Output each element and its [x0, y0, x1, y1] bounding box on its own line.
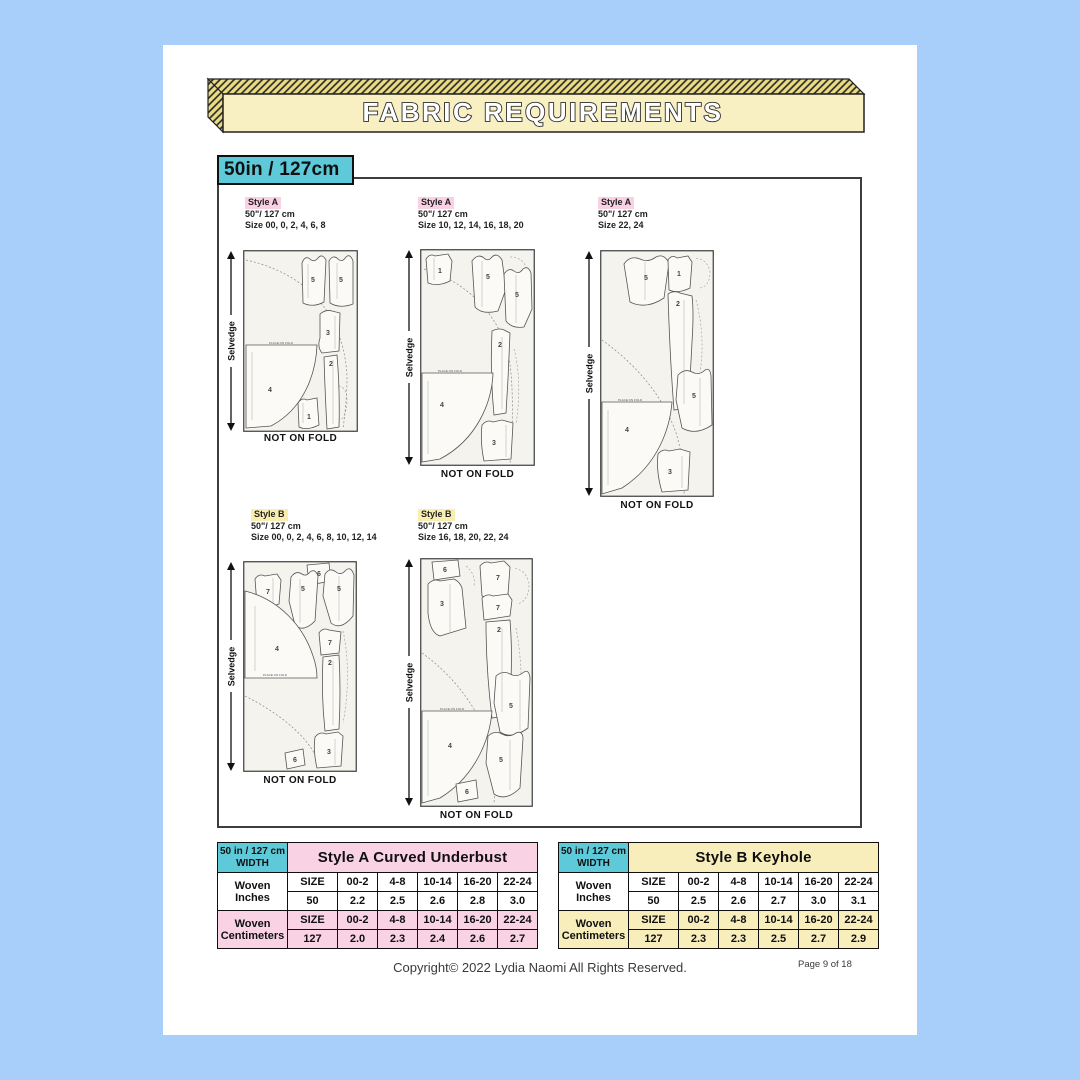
row-label-woven-centimeters: Woven Centimeters	[218, 911, 288, 949]
fabric-table-style-a	[217, 842, 538, 949]
cell: 00-2	[679, 873, 719, 892]
cell: 10-14	[418, 911, 458, 930]
not-on-fold-label: NOT ON FOLD	[439, 810, 514, 821]
arrow-down-icon	[227, 763, 235, 771]
cell: 4-8	[719, 911, 759, 930]
place-on-fold-label: PLACE ON FOLD	[439, 707, 465, 711]
svg-text:4: 4	[440, 402, 444, 409]
table-b-width-cell	[559, 843, 629, 873]
layout-4-style-label: Style B	[251, 509, 288, 521]
row-label-woven-centimeters: Woven Centimeters	[559, 911, 629, 949]
layout-4-header	[251, 509, 377, 544]
layout-3-selvedge-arrow	[582, 250, 596, 497]
layout-1-selvedge-arrow	[224, 250, 238, 432]
width-line-2: WIDTH	[236, 857, 269, 869]
layout-5-selvedge-arrow	[402, 558, 416, 807]
layout-4-sizes: Size 00, 0, 2, 4, 6, 8, 10, 12, 14	[251, 532, 377, 542]
layout-5-sizes: Size 16, 18, 20, 22, 24	[418, 532, 509, 542]
cell: 4-8	[719, 873, 759, 892]
table-row	[218, 911, 538, 930]
cell: 22-24	[498, 911, 538, 930]
svg-text:7: 7	[266, 589, 270, 596]
svg-text:5: 5	[339, 277, 343, 284]
cell: 2.4	[418, 930, 458, 949]
layout-1-width: 50"/ 127 cm	[245, 208, 295, 219]
layout-3-style-label: Style A	[598, 197, 634, 209]
cell: 2.7	[498, 930, 538, 949]
svg-text:5: 5	[486, 274, 490, 281]
banner-title: FABRIC REQUIREMENTS	[362, 97, 724, 127]
svg-text:4: 4	[448, 743, 452, 750]
layout-4-width: 50"/ 127 cm	[251, 520, 301, 531]
table-row	[218, 873, 538, 892]
selvedge-label: Selvedge	[584, 353, 595, 394]
cutting-layout-5	[420, 558, 533, 807]
svg-text:3: 3	[440, 601, 444, 608]
cell: 127	[629, 930, 679, 949]
cell: 2.7	[799, 930, 839, 949]
cell: SIZE	[629, 911, 679, 930]
table-b-header-row	[559, 843, 879, 873]
arrow-up-icon	[227, 251, 235, 259]
layout-5-width: 50"/ 127 cm	[418, 520, 468, 531]
svg-text:3: 3	[327, 749, 331, 756]
layout-4-selvedge-arrow	[224, 561, 238, 772]
layout-2-header	[418, 197, 524, 232]
table-row	[559, 911, 879, 930]
width-line-2: WIDTH	[577, 857, 610, 869]
cell: 127	[288, 930, 338, 949]
not-on-fold-label: NOT ON FOLD	[263, 775, 337, 786]
cell: 4-8	[378, 911, 418, 930]
cell: SIZE	[288, 873, 338, 892]
arrow-down-icon	[405, 798, 413, 806]
layout-1-sizes: Size 00, 0, 2, 4, 6, 8	[245, 220, 326, 230]
cell: 2.3	[719, 930, 759, 949]
arrow-down-icon	[227, 423, 235, 431]
cell: 16-20	[799, 911, 839, 930]
row-label-woven-inches: Woven Inches	[218, 873, 288, 911]
cell: 2.5	[378, 892, 418, 911]
cell: 2.5	[679, 892, 719, 911]
cell: 2.8	[458, 892, 498, 911]
width-line-1: 50 in / 127 cm	[219, 845, 286, 857]
arrow-up-icon	[405, 250, 413, 258]
svg-text:3: 3	[326, 330, 330, 337]
svg-text:2: 2	[498, 342, 502, 349]
svg-text:2: 2	[676, 301, 680, 308]
svg-text:5: 5	[301, 586, 305, 593]
cell: 10-14	[418, 873, 458, 892]
cell: 2.3	[378, 930, 418, 949]
selvedge-label: Selvedge	[404, 662, 415, 703]
not-on-fold-label: NOT ON FOLD	[620, 500, 694, 511]
svg-text:7: 7	[496, 575, 500, 582]
cell: 16-20	[458, 911, 498, 930]
table-b-title: Style B Keyhole	[629, 843, 879, 873]
page-number: Page 9 of 18	[798, 959, 852, 970]
cell: 22-24	[498, 873, 538, 892]
svg-text:3: 3	[492, 440, 496, 447]
place-on-fold-label: PLACE ON FOLD	[268, 341, 294, 345]
cell: 16-20	[799, 873, 839, 892]
svg-text:6: 6	[443, 567, 447, 574]
cell: 10-14	[759, 873, 799, 892]
cell: 22-24	[839, 873, 879, 892]
svg-text:2: 2	[329, 361, 333, 368]
selvedge-label: Selvedge	[226, 646, 237, 687]
selvedge-label: Selvedge	[404, 337, 415, 378]
table-a-header-row	[218, 843, 538, 873]
copyright-text: Copyright© 2022 Lydia Naomi All Rights Reserved.	[393, 960, 687, 975]
layout-2-width: 50"/ 127 cm	[418, 208, 468, 219]
layout-3-header	[598, 197, 648, 232]
svg-text:5: 5	[692, 393, 696, 400]
table-a-width-cell	[218, 843, 288, 873]
cell: 2.2	[338, 892, 378, 911]
cell: 2.7	[759, 892, 799, 911]
svg-text:5: 5	[337, 586, 341, 593]
layout-3-width: 50"/ 127 cm	[598, 208, 648, 219]
svg-text:4: 4	[268, 387, 272, 394]
width-line-1: 50 in / 127 cm	[560, 845, 627, 857]
banner-top-face	[208, 79, 864, 94]
cell: 22-24	[839, 911, 879, 930]
svg-text:5: 5	[644, 275, 648, 282]
svg-text:6: 6	[465, 789, 469, 796]
arrow-down-icon	[405, 457, 413, 465]
cell: 2.9	[839, 930, 879, 949]
svg-text:4: 4	[625, 427, 629, 434]
svg-text:4: 4	[275, 646, 279, 653]
fabric-table-style-b	[558, 842, 879, 949]
cell: 2.3	[679, 930, 719, 949]
svg-text:2: 2	[328, 660, 332, 667]
cutting-layout-3	[600, 250, 714, 497]
cell: 4-8	[378, 873, 418, 892]
layout-5-header	[418, 509, 509, 544]
layout-5-style-label: Style B	[418, 509, 455, 521]
cell: 2.6	[458, 930, 498, 949]
cell: SIZE	[288, 911, 338, 930]
layout-2-selvedge-arrow	[402, 249, 416, 466]
cell: 00-2	[679, 911, 719, 930]
layout-3-sizes: Size 22, 24	[598, 220, 644, 230]
layout-1-header	[245, 197, 326, 232]
not-on-fold-label: NOT ON FOLD	[263, 433, 338, 444]
cell: 3.0	[799, 892, 839, 911]
svg-text:5: 5	[311, 277, 315, 284]
cell: 2.5	[759, 930, 799, 949]
arrow-up-icon	[227, 562, 235, 570]
cell: 3.1	[839, 892, 879, 911]
svg-text:2: 2	[497, 627, 501, 634]
place-on-fold-label: PLACE ON FOLD	[262, 673, 288, 677]
cell: 16-20	[458, 873, 498, 892]
arrow-up-icon	[585, 251, 593, 259]
cell: 2.6	[418, 892, 458, 911]
cell: 50	[629, 892, 679, 911]
arrow-down-icon	[585, 488, 593, 496]
cell: 3.0	[498, 892, 538, 911]
cell: 2.6	[719, 892, 759, 911]
row-label-woven-inches: Woven Inches	[559, 873, 629, 911]
cell: 2.0	[338, 930, 378, 949]
cell: 00-2	[338, 911, 378, 930]
arrow-up-icon	[405, 559, 413, 567]
svg-text:6: 6	[317, 571, 321, 578]
cell: 50	[288, 892, 338, 911]
layout-1-style-label: Style A	[245, 197, 281, 209]
svg-text:7: 7	[496, 605, 500, 612]
place-on-fold-label: PLACE ON FOLD	[437, 369, 463, 373]
cutting-layout-2	[420, 249, 535, 466]
cell: 00-2	[338, 873, 378, 892]
svg-text:1: 1	[307, 414, 311, 421]
table-row	[559, 873, 879, 892]
layout-2-style-label: Style A	[418, 197, 454, 209]
svg-text:1: 1	[677, 271, 681, 278]
fabric-width-tab: 50in / 127cm	[217, 155, 354, 185]
layout-2-sizes: Size 10, 12, 14, 16, 18, 20	[418, 220, 524, 230]
cell: 10-14	[759, 911, 799, 930]
svg-text:1: 1	[438, 268, 442, 275]
svg-text:5: 5	[499, 757, 503, 764]
cell: SIZE	[629, 873, 679, 892]
place-on-fold-label: PLACE ON FOLD	[617, 398, 643, 402]
cutting-layout-4	[243, 561, 357, 772]
selvedge-label: Selvedge	[226, 321, 237, 361]
svg-text:5: 5	[509, 703, 513, 710]
svg-text:7: 7	[328, 640, 332, 647]
svg-text:6: 6	[293, 757, 297, 764]
svg-text:3: 3	[668, 469, 672, 476]
not-on-fold-label: NOT ON FOLD	[440, 469, 515, 480]
cutting-layout-1	[243, 250, 358, 432]
table-a-title: Style A Curved Underbust	[288, 843, 538, 873]
fabric-requirements-banner	[203, 74, 867, 138]
svg-text:5: 5	[515, 292, 519, 299]
